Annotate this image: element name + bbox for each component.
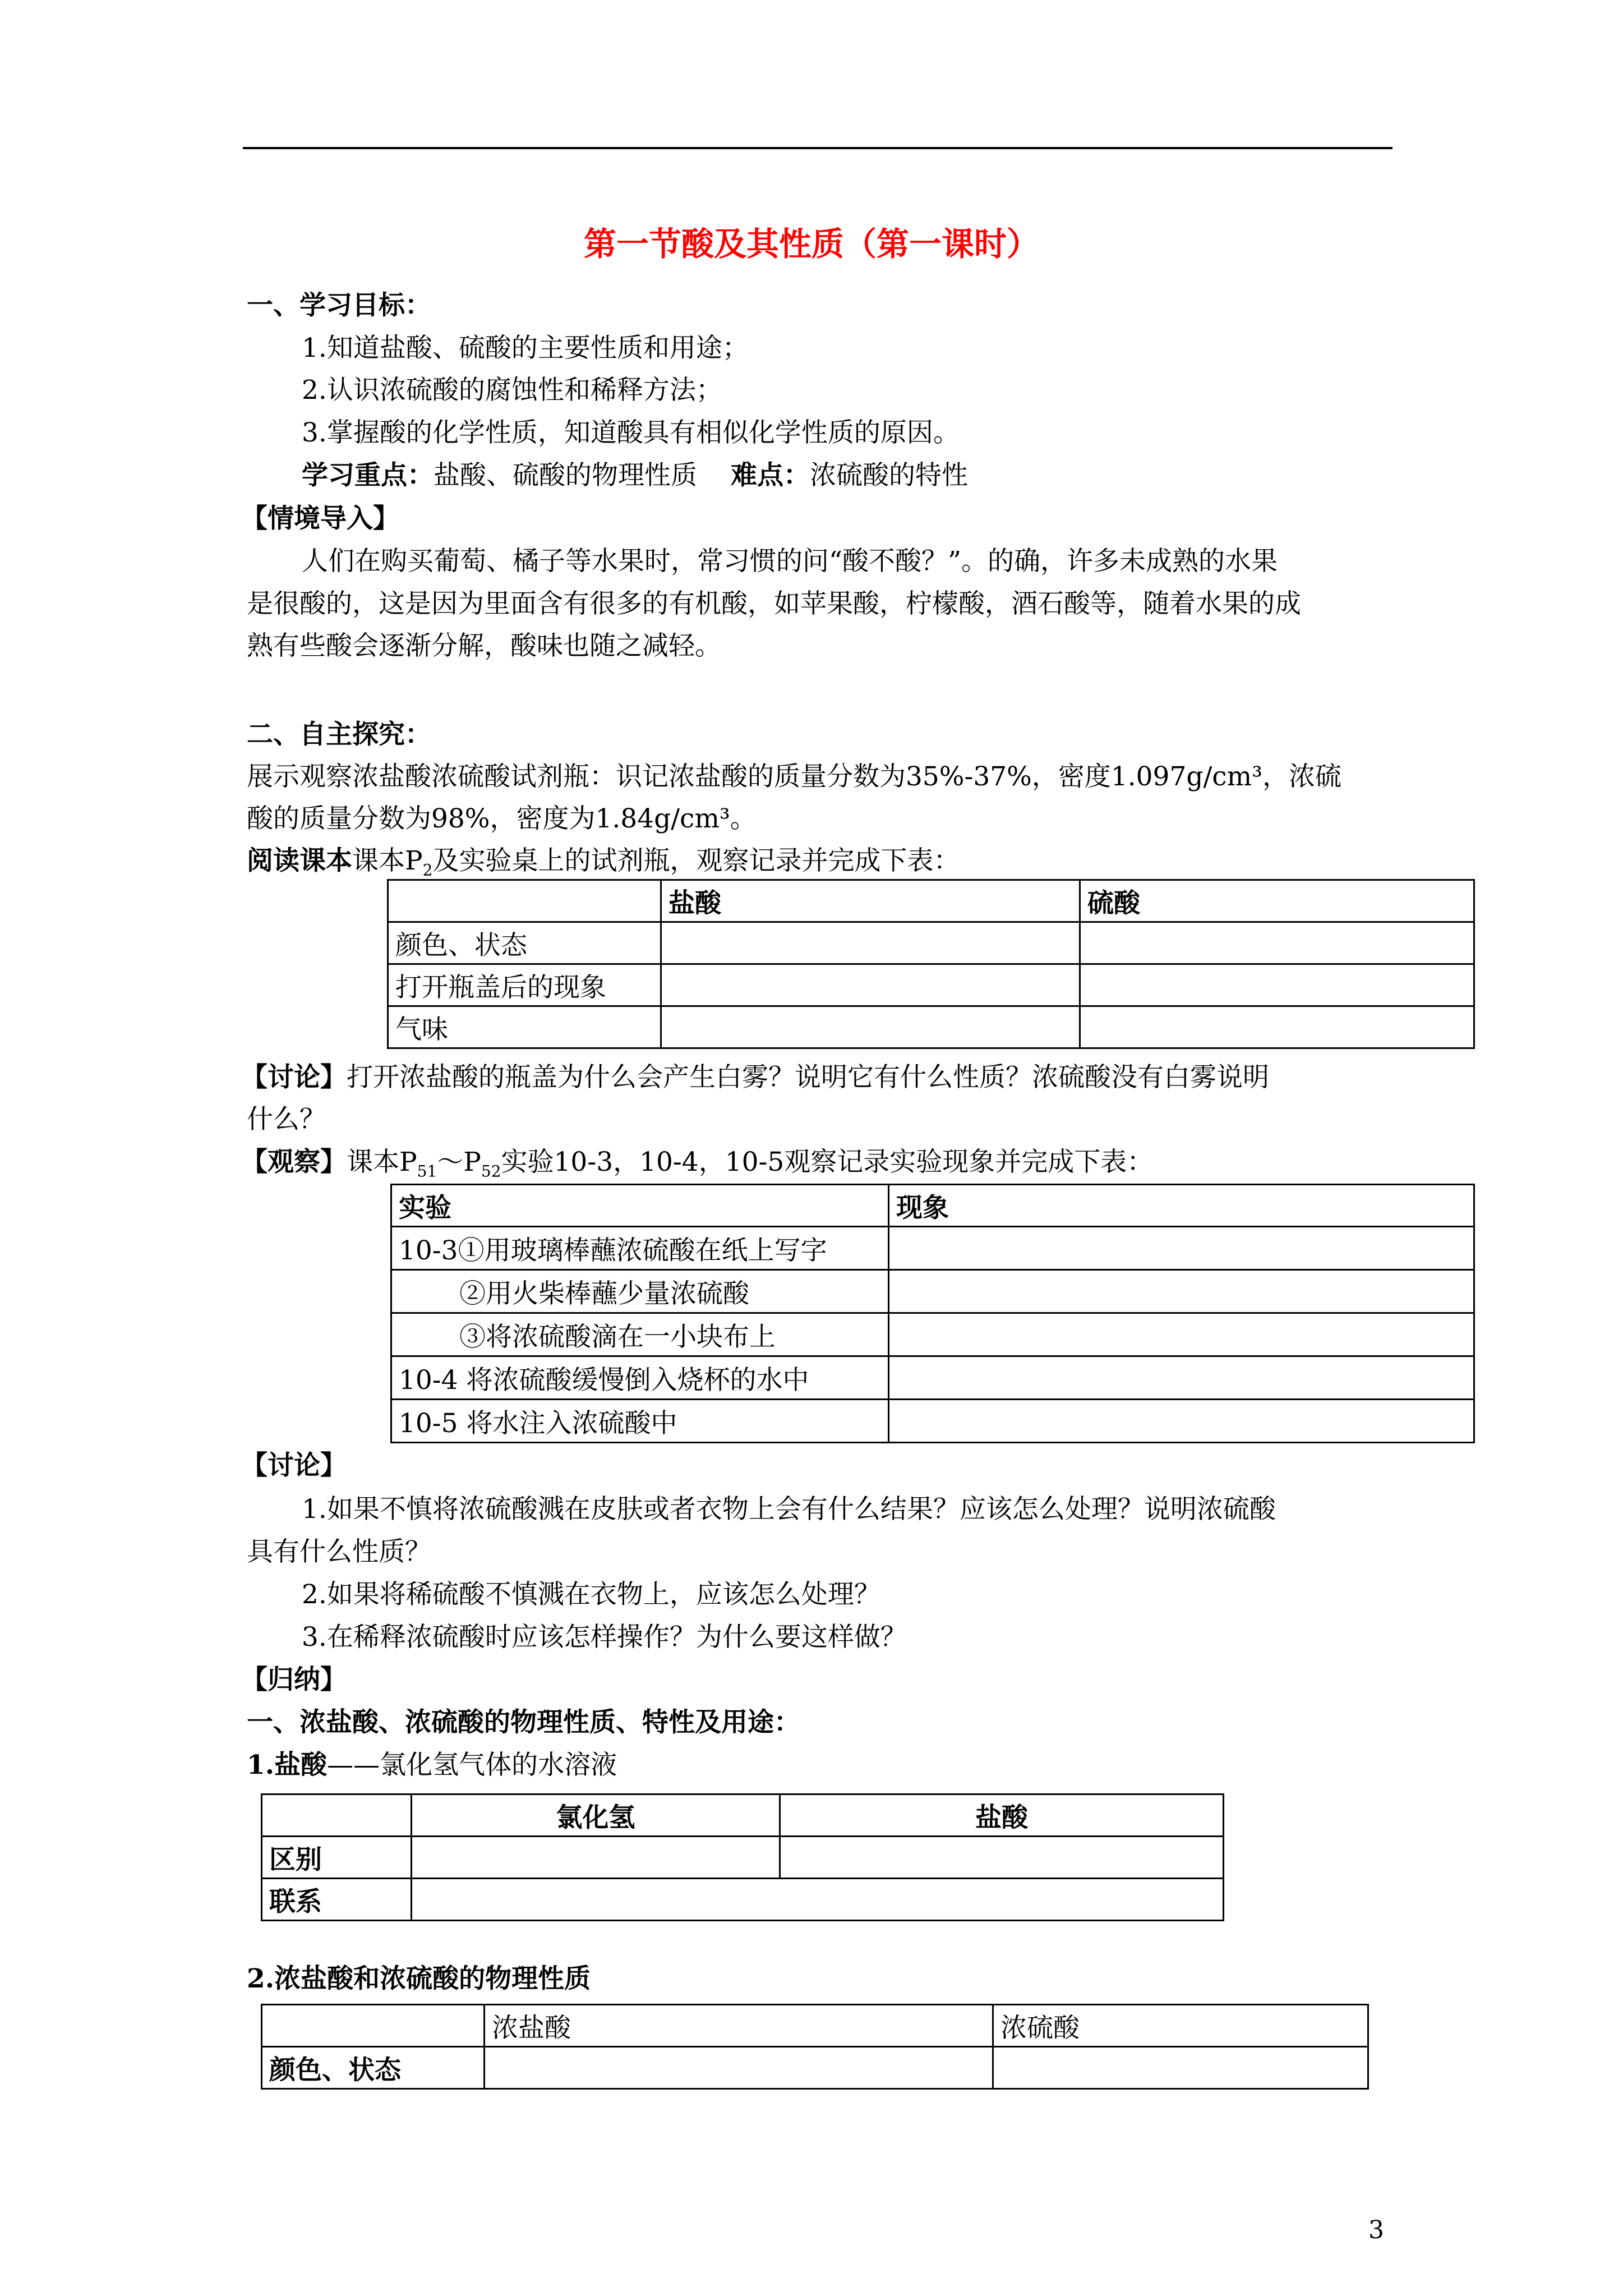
goal-item: 3.掌握酸的化学性质，知道酸具有相似化学性质的原因。 <box>302 417 960 448</box>
table-row <box>262 1837 1224 1879</box>
table-header-cell: 氯化氢 <box>412 1795 780 1837</box>
focus-line <box>302 460 968 491</box>
read-sub: 2 <box>422 861 433 880</box>
table-experiment <box>390 1184 1475 1443</box>
table-row <box>388 1006 1474 1048</box>
focus-label: 学习重点： <box>302 460 434 491</box>
difficulty-text: 浓硫酸的特性 <box>810 460 968 491</box>
table-header-cell: 盐酸 <box>780 1795 1224 1837</box>
item1-label: 1.盐酸 <box>247 1750 328 1780</box>
table-cell-blank <box>780 1837 1224 1879</box>
table-row <box>391 1270 1474 1313</box>
summary-item2: 2.浓盐酸和浓硫酸的物理性质 <box>247 1963 591 1994</box>
item1-text: ——氯化氢气体的水溶液 <box>327 1750 617 1780</box>
explore-line: 展示观察浓盐酸浓硫酸试剂瓶：识记浓盐酸的质量分数为35%-37%，密度1.097g/cm³，浓硫 <box>247 761 1342 792</box>
table-header-cell: 浓盐酸 <box>485 2005 993 2047</box>
table-physical-properties <box>261 2004 1369 2090</box>
table-row <box>391 1313 1474 1356</box>
table-header-cell: 实验 <box>391 1185 889 1227</box>
table-row-label: 打开瓶盖后的现象 <box>388 964 661 1006</box>
table-row-label: 颜色、状态 <box>388 922 661 964</box>
table-row <box>262 1795 1224 1837</box>
table-row <box>262 2047 1368 2089</box>
table-cell-blank <box>1080 1006 1474 1048</box>
goals-heading: 一、学习目标： <box>247 290 431 321</box>
table-row <box>391 1400 1474 1443</box>
discuss2-line: 具有什么性质？ <box>247 1536 431 1567</box>
page-title: 第一节酸及其性质（第一课时） <box>583 225 1039 263</box>
difficulty-label: 难点： <box>731 460 810 491</box>
table-cell-blank <box>661 922 1080 964</box>
table-row <box>388 964 1474 1006</box>
table-row-label: 10-3①用玻璃棒蘸浓硫酸在纸上写字 <box>391 1227 889 1270</box>
discuss2-heading: 【讨论】 <box>241 1450 347 1481</box>
header-rule <box>243 147 1393 149</box>
observe-text-a: 课本P <box>347 1147 417 1177</box>
table-cell-blank <box>412 1837 780 1879</box>
page-number: 3 <box>1368 2216 1384 2244</box>
discuss1-label: 【讨论】 <box>241 1062 347 1093</box>
focus-text: 盐酸、硫酸的物理性质 <box>434 460 697 491</box>
discuss2-line: 1.如果不慎将浓硫酸溅在皮肤或者衣物上会有什么结果？应该怎么处理？说明浓硫酸 <box>302 1494 1276 1525</box>
discuss1-line <box>241 1062 1269 1093</box>
goal-item: 2.认识浓硫酸的腐蚀性和稀释方法； <box>302 375 722 406</box>
table-row <box>391 1185 1474 1227</box>
goal-item: 1.知道盐酸、硫酸的主要性质和用途； <box>302 333 749 364</box>
table-row-label: 区别 <box>262 1837 412 1879</box>
discuss2-line: 3.在稀释浓硫酸时应该怎样操作？为什么要这样做？ <box>302 1622 907 1653</box>
table-row <box>388 880 1474 922</box>
discuss1-text: 打开浓盐酸的瓶盖为什么会产生白雾？说明它有什么性质？浓硫酸没有白雾说明 <box>347 1062 1269 1093</box>
table-row <box>262 1879 1224 1921</box>
table-cell-blank <box>1080 964 1474 1006</box>
table-header-cell <box>262 2005 485 2047</box>
table-cell-blank <box>889 1400 1474 1443</box>
table-row <box>391 1227 1474 1270</box>
table-row-label: ③将浓硫酸滴在一小块布上 <box>391 1313 889 1356</box>
table-row <box>388 922 1474 964</box>
observe-label: 【观察】 <box>241 1147 347 1177</box>
table-cell-blank <box>412 1879 1224 1921</box>
table-row-label: 气味 <box>388 1006 661 1048</box>
intro-line: 是很酸的，这是因为里面含有很多的有机酸，如苹果酸，柠檬酸，酒石酸等，随着水果的成 <box>247 588 1301 619</box>
table-cell-blank <box>1080 922 1474 964</box>
table-header-cell: 盐酸 <box>661 880 1080 922</box>
table-header-cell: 现象 <box>889 1185 1474 1227</box>
read-text-a: 课本P <box>352 845 423 876</box>
table-cell-blank <box>993 2047 1368 2089</box>
read-text-b: 及实验桌上的试剂瓶，观察记录并完成下表： <box>432 845 960 876</box>
table-hcl-comparison <box>261 1793 1224 1921</box>
table-row <box>391 1356 1474 1400</box>
table-row-label: 颜色、状态 <box>262 2047 485 2089</box>
table-row-label: 10-5 将水注入浓硫酸中 <box>391 1400 889 1443</box>
discuss2-line: 2.如果将稀硫酸不慎溅在衣物上，应该怎么处理？ <box>302 1579 880 1610</box>
discuss1-line: 什么？ <box>247 1104 326 1135</box>
table-cell-blank <box>889 1313 1474 1356</box>
table-cell-blank <box>485 2047 993 2089</box>
intro-heading: 【情境导入】 <box>241 503 399 534</box>
summary-subheading: 一、浓盐酸、浓硫酸的物理性质、特性及用途： <box>247 1707 800 1738</box>
table-cell-blank <box>889 1270 1474 1313</box>
summary-heading: 【归纳】 <box>241 1664 347 1695</box>
intro-line: 人们在购买葡萄、橘子等水果时，常习惯的问“酸不酸？”。的确，许多未成熟的水果 <box>302 546 1278 577</box>
summary-item1 <box>247 1750 617 1781</box>
table-cell-blank <box>661 1006 1080 1048</box>
observe-line <box>241 1147 1153 1187</box>
table-header-cell: 浓硫酸 <box>993 2005 1368 2047</box>
observe-text-b: ～P <box>437 1147 481 1177</box>
table-cell-blank <box>889 1356 1474 1400</box>
table-row-label: 10-4 将浓硫酸缓慢倒入烧杯的水中 <box>391 1356 889 1400</box>
table-header-cell: 硫酸 <box>1080 880 1474 922</box>
table-row-label: ②用火柴棒蘸少量浓硫酸 <box>391 1270 889 1313</box>
observe-sub: 52 <box>481 1162 501 1181</box>
explore-line: 酸的质量分数为98%，密度为1.84g/cm³。 <box>247 803 757 834</box>
table-row <box>262 2005 1368 2047</box>
table-row-label: 联系 <box>262 1879 412 1921</box>
table-header-cell <box>262 1795 412 1837</box>
read-label: 阅读课本 <box>247 845 352 876</box>
table-cell-blank <box>661 964 1080 1006</box>
observe-sub: 51 <box>417 1162 437 1181</box>
table-header-cell <box>388 880 661 922</box>
table-cell-blank <box>889 1227 1474 1270</box>
intro-line: 熟有些酸会逐渐分解，酸味也随之减轻。 <box>247 631 721 661</box>
explore-heading: 二、自主探究： <box>247 719 431 750</box>
table-acid-observation <box>387 879 1475 1049</box>
observe-text-c: 实验10-3，10-4，10-5观察记录实验现象并完成下表： <box>501 1147 1154 1177</box>
